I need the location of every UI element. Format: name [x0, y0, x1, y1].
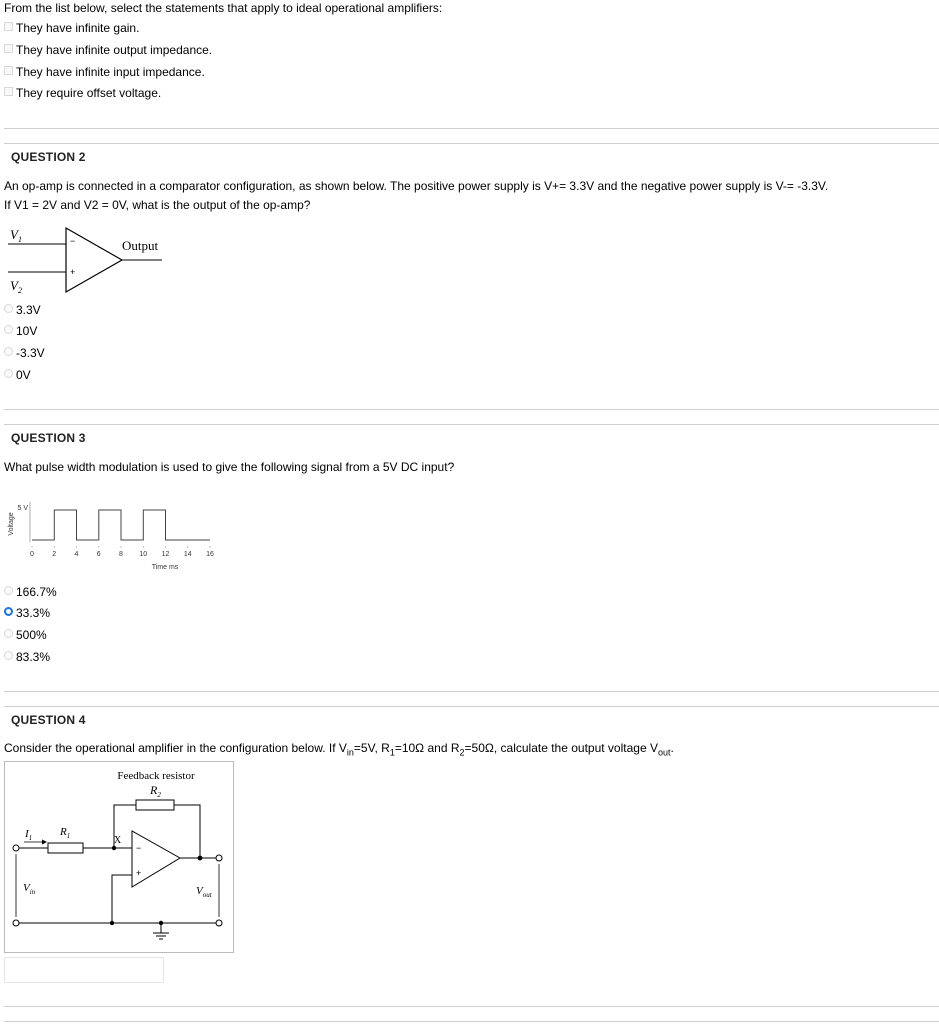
q3-option-1[interactable]: [4, 585, 204, 601]
x-tick-label: 8: [119, 551, 123, 558]
radio-button[interactable]: [4, 651, 13, 660]
r1-resistor: [48, 843, 83, 853]
x-tick-label: 12: [161, 551, 170, 558]
output-node: [198, 856, 203, 861]
q4-prompt: Consider the operational amplifier in the configuration below. If $V_{in}=5V$, $R_1=10\Omega$ and $R_2=50\Omega$, calculate the output voltage $V_{out}$.: [4, 741, 674, 758]
option-label: 83.3%: [16, 650, 51, 664]
divider: [4, 128, 939, 129]
r2-resistor: [136, 800, 174, 810]
v1-label: $V_1$: [10, 227, 22, 244]
minus-sign: −: [136, 843, 142, 853]
pwm-chart: [0, 488, 230, 578]
chart-y-axis-label: Voltage: [8, 512, 15, 536]
option-label: They have infinite gain.: [16, 21, 140, 35]
q1-option-3[interactable]: [4, 65, 304, 81]
divider: [4, 143, 939, 144]
option-label: 3.3V: [16, 303, 41, 317]
i1-label: $I_1$: [25, 828, 33, 842]
feedback-resistor-label: Feedback resistor: [117, 770, 195, 782]
answer-input[interactable]: [4, 957, 164, 983]
checkbox[interactable]: [4, 22, 13, 31]
divider: [4, 1006, 939, 1007]
q2-option-1[interactable]: [4, 303, 204, 319]
radio-button[interactable]: [4, 304, 13, 313]
r1-label: $R_1$: [60, 826, 71, 840]
option-label: -3.3V: [16, 346, 45, 360]
divider: [4, 424, 939, 425]
x-tick-label: 0: [30, 551, 34, 558]
option-label: 33.3%: [16, 606, 51, 620]
q4-title: QUESTION 4: [11, 713, 86, 727]
divider: [4, 706, 939, 707]
option-label: They require offset voltage.: [16, 86, 162, 100]
radio-button[interactable]: [4, 325, 13, 334]
radio-button[interactable]: [4, 586, 13, 595]
q2-prompt-line2: If V1 = 2V and V2 = 0V, what is the output of the op-amp?: [4, 198, 311, 212]
node-x: [112, 846, 116, 850]
divider: [4, 409, 939, 410]
comparator-diagram: [0, 220, 180, 300]
r2-label: $R_2$: [150, 783, 161, 799]
option-label: 166.7%: [16, 585, 57, 599]
q2-prompt-line1: An op-amp is connected in a comparator configuration, as shown below. The positive power supply is V+= 3.3V and the negative power supply is V-= -3.3V.: [4, 179, 829, 193]
q3-option-3[interactable]: [4, 628, 204, 644]
vout-label: $V_{out}$: [196, 885, 212, 899]
output-label: Output: [122, 238, 159, 253]
q2-option-4[interactable]: [4, 368, 204, 384]
checkbox[interactable]: [4, 87, 13, 96]
output-terminal: [216, 855, 222, 861]
x-tick-label: 10: [139, 551, 148, 558]
option-label: They have infinite output impedance.: [16, 43, 213, 57]
x-label: X: [114, 835, 122, 846]
plus-sign: +: [70, 267, 76, 277]
q3-title: QUESTION 3: [11, 431, 86, 445]
q1-option-1[interactable]: [4, 21, 304, 37]
chart-series-line: [32, 510, 210, 540]
x-tick-label: 14: [183, 551, 192, 558]
q3-option-2[interactable]: [4, 606, 204, 622]
minus-sign: −: [70, 236, 76, 246]
vin-label: $V_{in}$: [23, 882, 36, 896]
radio-button[interactable]: [4, 347, 13, 356]
q2-option-3[interactable]: [4, 346, 204, 362]
radio-button-selected[interactable]: [4, 607, 13, 616]
radio-button[interactable]: [4, 629, 13, 638]
inverting-amplifier-diagram: [4, 761, 234, 953]
option-label: 500%: [16, 628, 47, 642]
option-label: They have infinite input impedance.: [16, 65, 205, 79]
q1-prompt: From the list below, select the statements that apply to ideal operational amplifiers:: [4, 1, 443, 15]
q1-option-4[interactable]: [4, 86, 304, 102]
x-tick-label: 16: [206, 551, 214, 558]
chart-x-ticks: [30, 546, 214, 558]
v2-label: $V_2$: [10, 278, 22, 295]
plus-sign: +: [136, 868, 142, 878]
divider: [4, 1021, 939, 1022]
x-tick-label: 4: [74, 551, 79, 558]
ground-node-left: [110, 921, 114, 925]
checkbox[interactable]: [4, 44, 13, 53]
q2-title: QUESTION 2: [11, 150, 86, 164]
radio-button[interactable]: [4, 369, 13, 378]
checkbox[interactable]: [4, 66, 13, 75]
option-label: 0V: [16, 368, 31, 382]
x-tick-label: 6: [96, 551, 101, 558]
q3-option-4[interactable]: [4, 650, 204, 666]
chart-x-axis-label: Time ms: [151, 564, 179, 571]
input-terminal: [13, 845, 19, 851]
q1-option-2[interactable]: [4, 43, 304, 59]
divider: [4, 691, 939, 692]
option-label: 10V: [16, 324, 38, 338]
output-ground-terminal: [216, 920, 222, 926]
chart-y-tick-label: 5 V: [17, 505, 28, 512]
q3-prompt: What pulse width modulation is used to give the following signal from a 5V DC input?: [4, 460, 455, 474]
q2-option-2[interactable]: [4, 324, 204, 340]
input-ground-terminal: [13, 920, 19, 926]
x-tick-label: 2: [52, 551, 57, 558]
